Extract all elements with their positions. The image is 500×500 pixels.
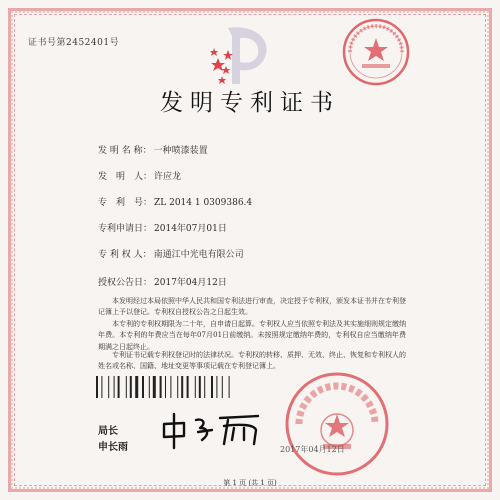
page-number: 第 1 页 (共 1 页) <box>223 479 277 487</box>
filing-date-value: 2014年07月01日 <box>154 224 227 234</box>
seal-date: 2017年04月12日 <box>280 445 345 454</box>
body-paragraph-2: 本专利的专利权期限为二十年，自申请日起算。专利权人应当依照专利法及其实施细则规定缴纳年费。本专利的年费应当在每年07月01日前缴纳。未按照规定缴纳年费的，专利权自应当缴纳年费期满之日起终止。 <box>98 320 406 351</box>
grant-date-value: 2017年04月12日 <box>154 278 227 288</box>
signature-name-label: 申长雨 <box>98 442 128 453</box>
signature-title-label: 局长 <box>98 426 118 437</box>
page-title: 发明专利证书 <box>160 90 340 116</box>
patent-office-seal-icon <box>340 16 412 88</box>
official-seal-icon <box>283 370 391 478</box>
handwritten-signature-icon <box>158 410 268 450</box>
certificate-number: 证书号第2452401号 <box>28 38 120 48</box>
field-grant-date <box>98 275 227 288</box>
patent-office-logo-icon <box>208 20 278 88</box>
field-filing-date <box>98 221 227 234</box>
field-patent-number <box>98 195 252 208</box>
field-invention-name <box>98 143 208 156</box>
invention-name-value: 一种喷漆装置 <box>153 146 208 156</box>
grant-date-label: 授权公告日： <box>98 278 153 288</box>
barcode-icon <box>96 376 246 398</box>
inventor-label: 发 明 人： <box>98 172 153 182</box>
patent-number-value: ZL 2014 1 0309386.4 <box>154 198 253 208</box>
field-inventor <box>98 169 181 182</box>
filing-date-label: 专利申请日： <box>98 224 153 234</box>
invention-name-label: 发 明 名 称： <box>98 146 152 156</box>
patentee-label: 专 利 权 人： <box>98 250 152 260</box>
patent-number-label: 专 利 号： <box>98 198 153 208</box>
inventor-value: 许应龙 <box>154 172 182 182</box>
body-paragraph-3: 专利证书记载专利权登记时的法律状况。专利权的转移、质押、无效、终止、恢复和专利权人的姓名或名称、国籍、地址变更等事项记载在专利登记簿上。 <box>98 351 406 371</box>
body-paragraph-1: 本发明经过本局依照中华人民共和国专利法进行审查，决定授予专利权，颁发本证书并在专利登记簿上予以登记。专利权自授权公告之日起生效。 <box>98 297 406 317</box>
patentee-value: 南通江中光电有限公司 <box>153 250 244 260</box>
field-patentee <box>98 247 244 260</box>
